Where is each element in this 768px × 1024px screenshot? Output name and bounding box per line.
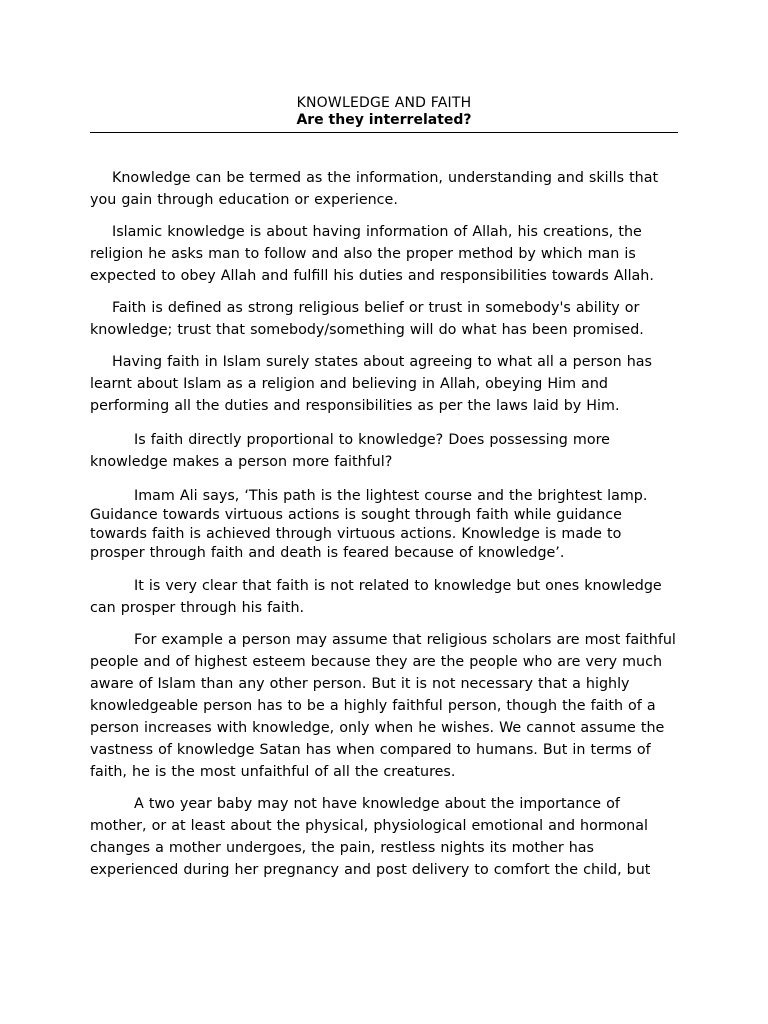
paragraph: It is very clear that faith is not related to knowledge but ones knowledge can prosper through his faith. bbox=[90, 578, 662, 616]
document-header bbox=[90, 95, 678, 129]
paragraph: For example a person may assume that religious scholars are most faithful people and of highest esteem because they are the people who are very much aware of Islam than any other person. But it is not necessary that a highly knowledgeable person has to be a highly faithful person, though the faith of a person increases with knowledge, only when he wishes. We cannot assume the vastness of knowledge Satan has when compared to humans. But in terms of faith, he is the most unfaithful of all the creatures. bbox=[90, 632, 676, 780]
quote-paragraph: Imam Ali says, ‘This path is the lightest course and the brightest lamp. Guidance towards virtuous actions is sought through faith while guidance towards faith is achieved through virtuous actions. Knowledge is made to prosper through faith and death is feared because of knowledge’. bbox=[90, 488, 648, 561]
document-subtitle: Are they interrelated? bbox=[296, 112, 472, 128]
paragraph: Islamic knowledge is about having information of Allah, his creations, the religion he asks man to follow and also the proper method by which man is expected to obey Allah and fulfill his duties and responsibilities towards Allah. bbox=[90, 224, 654, 284]
title-divider bbox=[90, 132, 678, 133]
document-body bbox=[90, 167, 680, 881]
paragraph: Having faith in Islam surely states about agreeing to what all a person has learnt about Islam as a religion and believing in Allah, obeying Him and performing all the duties and responsibilities as per the laws laid by Him. bbox=[90, 354, 652, 414]
paragraph: A two year baby may not have knowledge about the importance of mother, or at least about the physical, physiological emotional and hormonal changes a mother undergoes, the pain, restless nights its mother has experienced during her pregnancy and post delivery to comfort the child, but bbox=[90, 796, 651, 878]
paragraph: Faith is defined as strong religious belief or trust in somebody's ability or knowledge; trust that somebody/something will do what has been promised. bbox=[90, 300, 644, 338]
document-title: KNOWLEDGE AND FAITH bbox=[296, 95, 472, 111]
paragraph: Is faith directly proportional to knowledge? Does possessing more knowledge makes a person more faithful? bbox=[90, 432, 610, 470]
paragraph: Knowledge can be termed as the information, understanding and skills that you gain through education or experience. bbox=[90, 170, 659, 208]
